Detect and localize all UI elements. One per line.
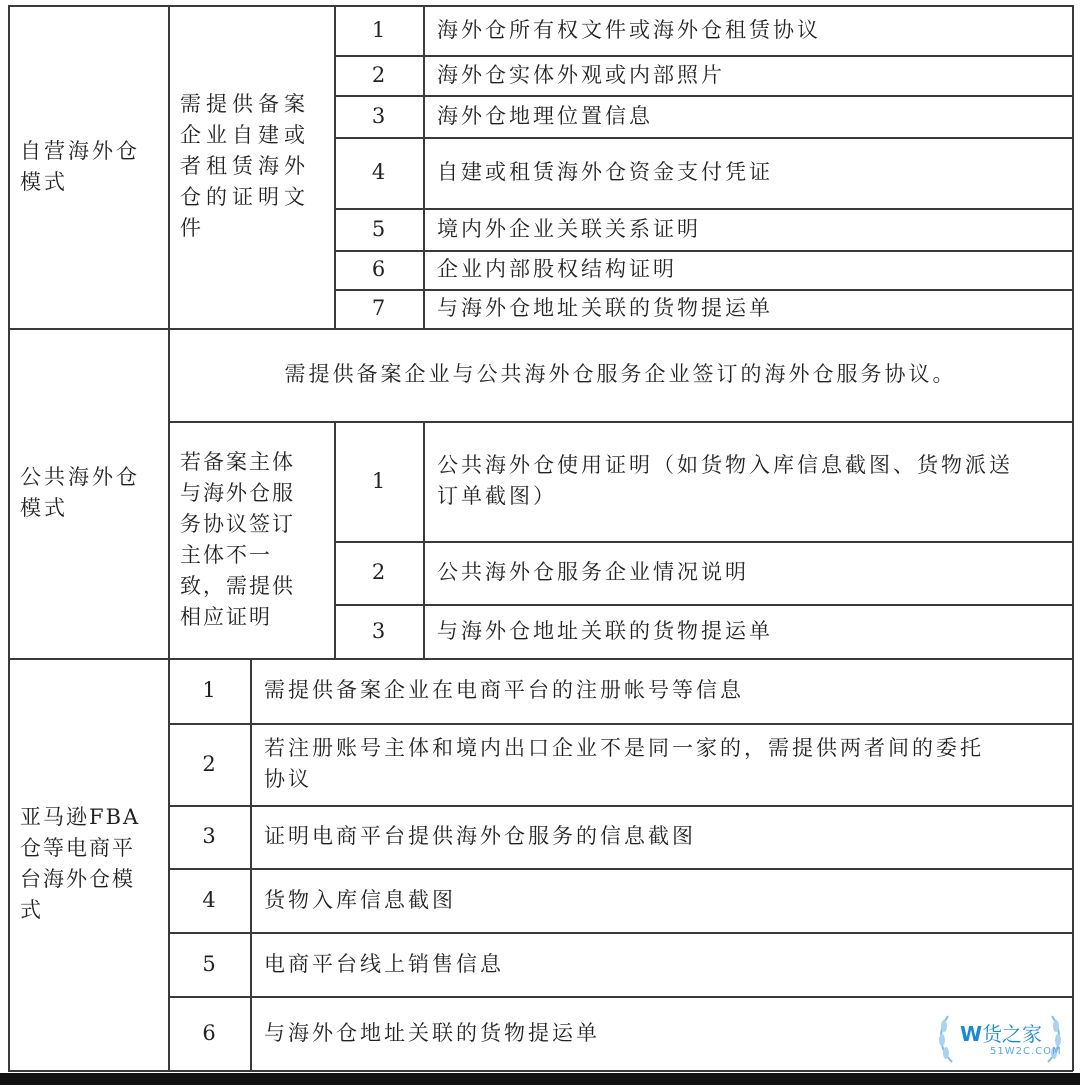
grid-line xyxy=(250,658,252,1071)
s3-row-6-text: 与海外仓地址关联的货物提运单 xyxy=(264,1020,600,1045)
s1-row-5-text: 境内外企业关联关系证明 xyxy=(437,216,701,241)
section-self-operated-requirement: 需提供备案 企业自建或 者租赁海外 仓的证明文 件 xyxy=(180,92,310,240)
grid-line xyxy=(334,541,1073,543)
grid-line xyxy=(423,5,425,328)
section-fba-name: 亚马逊FBA 仓等电商平 台海外仓模 式 xyxy=(20,805,141,922)
s1-row-6-num: 6 xyxy=(371,257,386,281)
s2-row-1-text: 公共海外仓使用证明（如货物入库信息截图、货物派送 订单截图） xyxy=(437,453,1013,508)
s3-row-3-num: 3 xyxy=(202,824,216,848)
s1-row-4-text: 自建或租赁海外仓资金支付凭证 xyxy=(437,160,773,184)
grid-line xyxy=(334,604,1073,606)
s2-row-1-num: 1 xyxy=(371,468,386,493)
grid-line xyxy=(8,5,1073,7)
grid-line xyxy=(168,868,1073,870)
s3-row-6-num: 6 xyxy=(202,1020,216,1045)
grid-line xyxy=(8,5,10,1071)
s3-row-5-text: 电商平台线上销售信息 xyxy=(264,951,504,976)
grid-line xyxy=(168,996,1073,998)
s2-row-3-num: 3 xyxy=(371,618,386,643)
grid-line xyxy=(334,208,1073,210)
section-public-banner: 需提供备案企业与公共海外仓服务企业签订的海外仓服务协议。 xyxy=(284,362,957,386)
grid-line xyxy=(168,421,1073,423)
grid-line xyxy=(334,421,336,658)
s3-row-4-text: 货物入库信息截图 xyxy=(264,887,456,912)
s1-row-2-num: 2 xyxy=(371,62,386,87)
grid-line xyxy=(1072,5,1074,1071)
s3-row-1-num: 1 xyxy=(202,678,216,702)
grid-line xyxy=(8,1070,1073,1072)
s1-row-1-num: 1 xyxy=(371,17,386,42)
s3-row-3-text: 证明电商平台提供海外仓服务的信息截图 xyxy=(264,824,696,848)
s3-row-2-num: 2 xyxy=(202,751,216,776)
s1-row-3-num: 3 xyxy=(371,103,386,128)
s3-row-4-num: 4 xyxy=(202,887,216,912)
grid-line xyxy=(334,137,1073,139)
s3-row-1-text: 需提供备案企业在电商平台的注册帐号等信息 xyxy=(264,678,744,702)
s1-row-1-text: 海外仓所有权文件或海外仓租赁协议 xyxy=(437,17,821,42)
grid-line xyxy=(334,289,1073,291)
s3-row-2-text: 若注册账号主体和境内出口企业不是同一家的，需提供两者间的委托 协议 xyxy=(264,736,984,791)
s1-row-5-num: 5 xyxy=(371,216,386,241)
s1-row-3-text: 海外仓地理位置信息 xyxy=(437,103,653,128)
s2-row-2-num: 2 xyxy=(371,560,386,584)
grid-line xyxy=(334,250,1073,252)
s1-row-2-text: 海外仓实体外观或内部照片 xyxy=(437,62,725,87)
section-self-operated-name: 自营海外仓 模式 xyxy=(20,138,140,194)
grid-line xyxy=(334,55,1073,57)
s1-row-6-text: 企业内部股权结构证明 xyxy=(437,257,677,281)
watermark-site: 51W2C.COM xyxy=(990,1046,1062,1057)
grid-line xyxy=(334,5,336,328)
section-public-requirement: 若备案主体 与海外仓服 务协议签订 主体不一 致，需提供 相应证明 xyxy=(180,449,295,629)
grid-line xyxy=(168,723,1073,725)
grid-line xyxy=(168,932,1073,934)
s1-row-7-text: 与海外仓地址关联的货物提运单 xyxy=(437,296,773,320)
grid-line xyxy=(8,658,1073,660)
grid-line xyxy=(334,95,1073,97)
section-public-name: 公共海外仓 模式 xyxy=(20,465,140,520)
s1-row-7-num: 7 xyxy=(371,296,386,320)
s3-row-5-num: 5 xyxy=(202,951,216,976)
grid-line xyxy=(168,5,170,1071)
grid-line xyxy=(168,805,1073,807)
bottom-border-bar xyxy=(0,1073,1080,1085)
s1-row-4-num: 4 xyxy=(371,160,386,184)
s2-row-2-text: 公共海外仓服务企业情况说明 xyxy=(437,560,749,584)
s2-row-3-text: 与海外仓地址关联的货物提运单 xyxy=(437,618,773,643)
grid-line xyxy=(423,421,425,658)
watermark-brand: W货之家 xyxy=(960,1022,1043,1046)
grid-line xyxy=(8,328,1073,330)
